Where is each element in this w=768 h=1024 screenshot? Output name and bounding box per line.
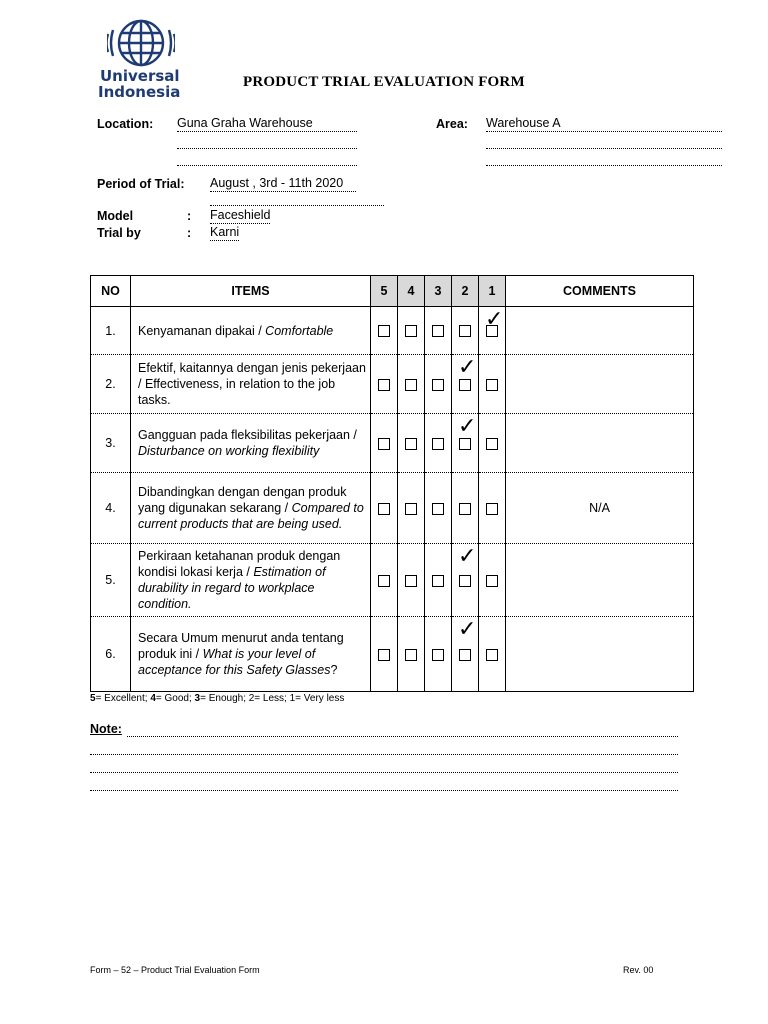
note-line-2: [90, 753, 678, 755]
legend-4-num: 4: [150, 693, 156, 704]
score-cell-5[interactable]: [371, 544, 398, 617]
company-logo: [98, 18, 190, 100]
row-number: 3.: [91, 414, 131, 473]
checkmark-icon: ✓: [458, 355, 477, 380]
table-row: [91, 544, 694, 617]
note-line-3: [90, 771, 678, 773]
checkbox-score-1[interactable]: [486, 575, 498, 587]
checkbox-score-3[interactable]: [432, 575, 444, 587]
score-legend: [90, 693, 344, 704]
row-item-text: [131, 307, 371, 355]
item-text-plain: Efektif, kaitannya dengan jenis pekerjaan / Effectiveness, in relation to the job tasks.: [138, 361, 366, 407]
header-no: NO: [91, 276, 131, 307]
header-comments: COMMENTS: [506, 276, 694, 307]
header-score-2: 2: [452, 276, 479, 307]
logo-line-1: Universal: [100, 67, 180, 85]
trialby-label: Trial by: [97, 226, 141, 240]
score-cell-1[interactable]: [479, 544, 506, 617]
table-row: [91, 414, 694, 473]
row-comment: N/A: [506, 473, 694, 544]
score-cell-5[interactable]: [371, 617, 398, 692]
checkmark-icon: ✓: [458, 617, 477, 642]
score-cell-2[interactable]: [452, 617, 479, 692]
table-row: [91, 617, 694, 692]
item-text-plain: Secara Umum menurut anda tentang produk ini /: [138, 631, 344, 661]
row-number: 6.: [91, 617, 131, 692]
checkbox-score-2[interactable]: [459, 575, 471, 587]
evaluation-table: [90, 275, 694, 692]
checkmark-icon: ✓: [458, 544, 477, 569]
area-label: Area:: [436, 117, 468, 131]
checkbox-score-1[interactable]: [486, 438, 498, 450]
checkbox-score-3[interactable]: [432, 649, 444, 661]
checkbox-score-3[interactable]: [432, 438, 444, 450]
checkbox-score-4[interactable]: [405, 575, 417, 587]
legend-5-text: = Excellent;: [95, 693, 151, 704]
score-cell-2[interactable]: [452, 414, 479, 473]
row-item-text: [131, 544, 371, 617]
model-label: Model: [97, 209, 134, 223]
item-text-plain: Perkiraan ketahanan produk dengan kondisi lokasi kerja /: [138, 549, 341, 579]
checkbox-score-2[interactable]: [459, 438, 471, 450]
row-item-text: [131, 414, 371, 473]
checkbox-score-4[interactable]: [405, 379, 417, 391]
item-text-italic: Comfortable: [265, 323, 334, 338]
score-cell-4[interactable]: [398, 307, 425, 355]
score-cell-5[interactable]: [371, 355, 398, 414]
score-cell-1[interactable]: [479, 473, 506, 544]
table-body: [91, 307, 694, 692]
checkbox-score-2[interactable]: [459, 379, 471, 391]
item-text-plain: Dibandingkan dengan dengan produk yang digunakan sekarang /: [138, 485, 347, 515]
score-cell-3[interactable]: [425, 544, 452, 617]
row-comment: [506, 307, 694, 355]
legend-3-num: 3: [194, 693, 201, 704]
checkbox-score-1[interactable]: [486, 379, 498, 391]
row-comment: [506, 414, 694, 473]
table-row: [91, 355, 694, 414]
area-value: Warehouse A: [486, 116, 722, 132]
header-score-4: 4: [398, 276, 425, 307]
checkbox-score-5[interactable]: [378, 438, 390, 450]
note-line-4: [90, 789, 678, 791]
checkbox-score-5[interactable]: [378, 649, 390, 661]
score-cell-4[interactable]: [398, 355, 425, 414]
legend-3-text: = Enough; 2= Less; 1= Very less: [200, 693, 345, 704]
note-line-1: [127, 735, 678, 737]
area-line-2: [486, 147, 722, 149]
trialby-colon: :: [187, 226, 192, 240]
item-text-italic: Disturbance on working flexibility: [138, 444, 320, 458]
logo-line-2: Indonesia: [98, 83, 181, 101]
checkbox-score-4[interactable]: [405, 503, 417, 515]
header-score-3: 3: [425, 276, 452, 307]
item-text-plain: Gangguan pada fleksibilitas pekerjaan /: [138, 428, 357, 442]
score-cell-5[interactable]: [371, 414, 398, 473]
score-cell-4[interactable]: [398, 544, 425, 617]
score-cell-3[interactable]: [425, 307, 452, 355]
score-cell-4[interactable]: [398, 414, 425, 473]
score-cell-1[interactable]: [479, 414, 506, 473]
table-row: [91, 473, 694, 544]
score-cell-2[interactable]: [452, 355, 479, 414]
score-cell-2[interactable]: [452, 307, 479, 355]
location-label: Location:: [97, 117, 154, 131]
row-comment: [506, 617, 694, 692]
trialby-value: Karni: [210, 225, 240, 239]
area-line-3: [486, 164, 722, 166]
score-cell-1[interactable]: [479, 307, 506, 355]
period-value: August , 3rd - 11th 2020: [210, 176, 356, 192]
item-text-plain: Kenyamanan dipakai /: [138, 323, 266, 338]
score-cell-1[interactable]: [479, 617, 506, 692]
checkbox-score-4[interactable]: [405, 325, 417, 337]
period-label: Period of Trial:: [97, 177, 185, 191]
score-cell-3[interactable]: [425, 414, 452, 473]
legend-5-num: 5: [90, 693, 96, 704]
legend-4-text: = Good;: [155, 693, 195, 704]
checkbox-score-3[interactable]: [432, 503, 444, 515]
checkbox-score-5[interactable]: [378, 575, 390, 587]
row-number: 5.: [91, 544, 131, 617]
header-score-1: 1: [479, 276, 506, 307]
score-cell-4[interactable]: [398, 473, 425, 544]
checkbox-score-4[interactable]: [405, 649, 417, 661]
score-cell-3[interactable]: [425, 617, 452, 692]
item-text-tail: ?: [330, 663, 338, 677]
form-title: PRODUCT TRIAL EVALUATION FORM: [243, 74, 525, 90]
model-value: Faceshield: [210, 208, 271, 222]
table-header-row: [91, 276, 694, 307]
score-cell-5[interactable]: [371, 473, 398, 544]
checkbox-score-2[interactable]: [459, 325, 471, 337]
header-items: ITEMS: [131, 276, 371, 307]
score-cell-2[interactable]: [452, 544, 479, 617]
checkmark-icon: ✓: [485, 307, 504, 332]
checkbox-score-2[interactable]: [459, 503, 471, 515]
header-score-5: 5: [371, 276, 398, 307]
location-line-2: [177, 147, 357, 149]
checkbox-score-5[interactable]: [378, 325, 390, 337]
checkbox-score-4[interactable]: [405, 438, 417, 450]
row-item-text: [131, 355, 371, 414]
location-value: Guna Graha Warehouse: [177, 116, 357, 132]
checkmark-icon: ✓: [458, 414, 477, 439]
model-colon: :: [187, 209, 192, 223]
checkbox-score-5[interactable]: [378, 503, 390, 515]
row-item-text: [131, 473, 371, 544]
row-comment: [506, 355, 694, 414]
checkbox-score-3[interactable]: [432, 325, 444, 337]
note-label: Note:: [90, 722, 122, 736]
score-cell-1[interactable]: [479, 355, 506, 414]
checkbox-score-1[interactable]: [486, 503, 498, 515]
table-row: [91, 307, 694, 355]
footer-revision: Rev. 00: [623, 965, 654, 975]
item-text-italic: What is your level of acceptance for this Safety Glasses: [138, 647, 331, 677]
row-number: 1.: [91, 307, 131, 355]
item-text-italic: Compared to current products that are being used.: [138, 501, 364, 531]
score-cell-2[interactable]: [452, 473, 479, 544]
location-line-3: [177, 164, 357, 166]
footer-form-id: Form – 52 – Product Trial Evaluation Form: [90, 965, 260, 975]
period-line-2: [210, 204, 384, 206]
row-comment: [506, 544, 694, 617]
checkbox-score-2[interactable]: [459, 649, 471, 661]
score-cell-5[interactable]: [371, 307, 398, 355]
checkbox-score-3[interactable]: [432, 379, 444, 391]
item-text-italic: Estimation of durability in regard to workplace condition.: [138, 565, 326, 611]
row-item-text: [131, 617, 371, 692]
checkbox-score-5[interactable]: [378, 379, 390, 391]
score-cell-4[interactable]: [398, 617, 425, 692]
row-number: 4.: [91, 473, 131, 544]
checkbox-score-1[interactable]: [486, 649, 498, 661]
row-number: 2.: [91, 355, 131, 414]
globe-icon: [107, 18, 175, 68]
score-cell-3[interactable]: [425, 355, 452, 414]
score-cell-3[interactable]: [425, 473, 452, 544]
